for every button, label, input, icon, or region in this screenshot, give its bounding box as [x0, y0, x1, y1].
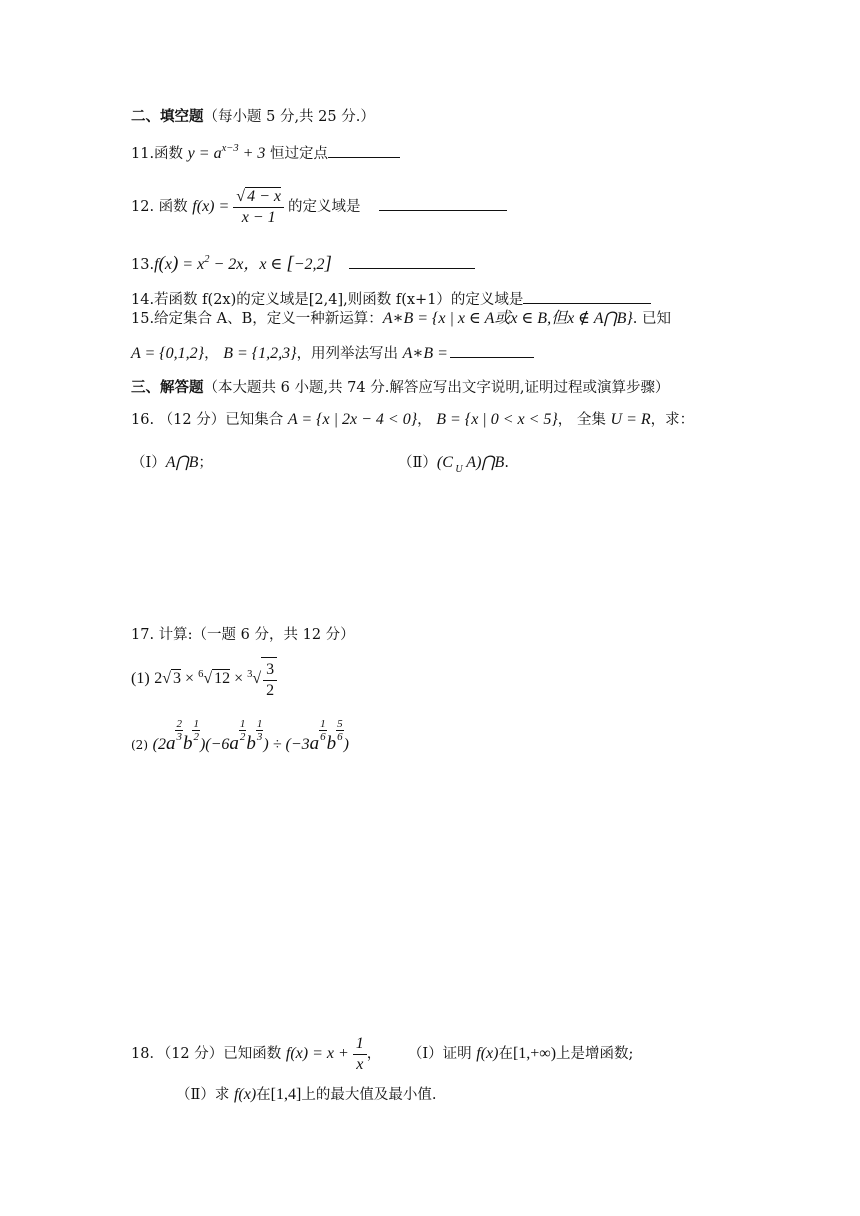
q17-p2-label: (2)	[131, 738, 148, 752]
q16-part1-label: （Ⅰ）	[131, 455, 166, 471]
q13-formula: $f(x) = x^2 - 2x$，x ∈ [−2,2]	[154, 253, 332, 274]
question-18	[131, 1032, 633, 1076]
section-2-note: （每小题 5 分,共 25 分.）	[203, 109, 375, 125]
q17-p1-formula: 2√ 3 × $^6$√ 12 × $^3$√ $\frac{3}{2}$	[154, 670, 277, 687]
q12-formula: f(x) = $\frac{√ 4 - x}{x - 1}$	[192, 198, 288, 215]
q17-p1-label: (1)	[131, 670, 150, 688]
q16-set-a: A = {x | 2x − 4 < 0}	[287, 411, 418, 428]
q18-part1-mid: 在	[498, 1046, 513, 1062]
q15-set-b: B = {1,2,3}	[223, 345, 297, 362]
q16-part1-tail: ；	[198, 455, 213, 471]
q18-formula: f(x) = x + $\frac{1}{x}$	[286, 1045, 367, 1062]
question-13	[131, 253, 475, 277]
q18-part2-label: （Ⅱ）求	[176, 1087, 230, 1103]
q17-heading: 17. 计算:（一题 6 分，共 12 分）	[131, 627, 355, 643]
q18-part2-interval: [1,4]	[270, 1086, 302, 1103]
question-14	[131, 288, 651, 310]
answer-blank[interactable]	[328, 142, 400, 158]
q18-part2-tail: 上的最大值及最小值.	[301, 1087, 437, 1103]
q15-tail: . 已知	[632, 311, 672, 327]
q18-sep: ，	[366, 1046, 382, 1062]
question-11	[131, 142, 400, 166]
question-17-part-1	[131, 657, 277, 703]
q16-part1-formula: A⋂B	[165, 454, 199, 471]
section-3-note: （本大题共 6 小题,共 74 分.解答应写出文字说明,证明过程或演算步骤）	[203, 380, 670, 396]
question-17-part-2	[131, 716, 349, 773]
q16-text: 16. （12 分）已知集合	[131, 412, 284, 428]
section-2-heading: 二、填空题	[131, 108, 204, 125]
q18-text: 18．（12 分）已知函数	[131, 1046, 282, 1062]
q15-set-a: A = {0,1,2}	[131, 345, 205, 362]
q15-formula-2: A∗B =	[402, 345, 448, 362]
q16-sep: ，	[417, 412, 432, 428]
question-16-part-1	[131, 453, 213, 473]
q15-text2: ，用列举法写出	[296, 346, 399, 362]
question-12	[131, 185, 507, 229]
section-3-heading-line	[131, 378, 669, 398]
answer-blank[interactable]	[379, 195, 507, 211]
q18-part1-label: （Ⅰ）证明	[407, 1046, 472, 1062]
q15-formula-1: A∗B = {x | x ∈ A或x ∈ B,但x ∉ A⋂B}	[382, 310, 633, 327]
q15-text: 15.给定集合 A、B，定义一种新运算：	[131, 311, 383, 327]
q17-p2-formula: (2a $\frac{2}{3}$ b $\frac{1}{2}$ )(−6a $\frac{1}{2}$ b $\frac{1}{3}$ ) ÷ (−3a $\frac{1}{6}$ b $\frac{5}{6}$ )	[152, 718, 349, 754]
q12-text: 12. 函数	[131, 199, 188, 215]
q15-sep: ，	[204, 346, 219, 362]
question-15-line-2	[131, 342, 534, 364]
q16-part2-tail: .	[504, 455, 509, 471]
question-18-part-2	[176, 1085, 436, 1105]
question-15-line-1	[131, 309, 671, 329]
answer-blank[interactable]	[450, 342, 534, 358]
section-3-heading: 三、解答题	[131, 379, 204, 396]
q18-part2-mid: 在	[256, 1087, 271, 1103]
answer-blank[interactable]	[349, 253, 475, 269]
q16-set-b: B = {x | 0 < x < 5}	[436, 411, 558, 428]
q18-part1-interval: [1,+∞)	[512, 1045, 557, 1062]
answer-blank[interactable]	[523, 288, 651, 304]
q13-num: 13.	[131, 257, 155, 273]
q11-text2: 恒过定点	[269, 146, 328, 162]
q11-text: 11.函数	[131, 146, 184, 162]
q12-text2: 的定义域是	[287, 199, 361, 215]
q16-text2: ， 全集	[557, 412, 606, 428]
q16-tail: ，求：	[650, 412, 695, 428]
q11-formula: $y = a^{x-3} + 3$	[187, 143, 266, 162]
question-16-part-2	[398, 453, 509, 475]
q18-part1-f: f(x)	[476, 1045, 499, 1062]
question-17-heading	[131, 625, 355, 645]
q18-part1-tail: 上是增函数;	[556, 1046, 634, 1062]
question-16	[131, 410, 694, 430]
q16-part2-label: （Ⅱ）	[398, 455, 437, 471]
q16-universal-set: U = R	[610, 411, 651, 428]
q14-text: 14.若函数 f(2x)的定义域是[2,4],则函数 f(x+1）的定义域是	[131, 292, 524, 308]
q16-part2-formula: (C $_U$ A)⋂B	[436, 454, 505, 475]
q18-part2-f: f(x)	[233, 1086, 257, 1103]
section-2-heading-line	[131, 107, 375, 127]
